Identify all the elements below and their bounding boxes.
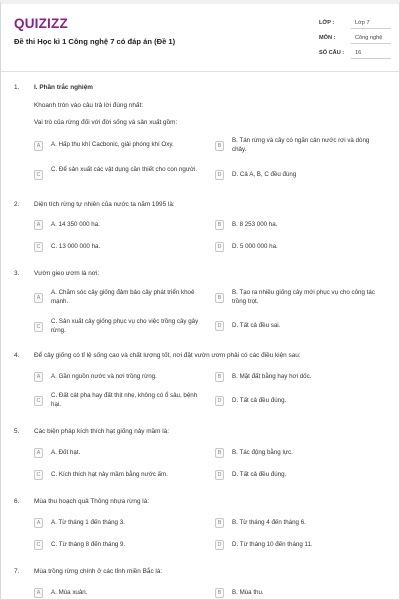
answer-option[interactable] <box>215 448 385 460</box>
answer-option[interactable] <box>34 540 204 552</box>
question-text: Mùa trồng rừng chính ở các tỉnh miền Bắc là: <box>34 568 163 575</box>
answer-option[interactable] <box>215 170 385 182</box>
option-text: C. Sản xuất cây giống phục vụ cho việc trồng cây gây rừng. <box>51 318 199 334</box>
option-letter-box: C <box>34 396 43 406</box>
option-letter-box: B <box>215 141 224 151</box>
answer-option[interactable] <box>215 220 385 232</box>
option-text: B. 8 253 000 ha. <box>232 221 278 228</box>
question-count-label: SỐ CÂU : <box>319 50 345 56</box>
option-text: D. Tất cả đều sai. <box>232 322 281 329</box>
option-letter-box: D <box>215 540 224 550</box>
answer-option[interactable] <box>215 289 385 307</box>
option-letter-box: B <box>215 518 224 528</box>
subject-value: Công nghệ <box>355 35 383 41</box>
option-letter-box: B <box>215 220 224 230</box>
answer-option[interactable] <box>34 392 204 410</box>
option-text: A. Hấp thu khí Cacbonic, giải phóng khí Oxy. <box>51 141 174 148</box>
question-text: Vai trò của rừng đối với đời sống và sản xuất gồm: <box>34 119 178 126</box>
answer-option[interactable] <box>34 220 204 232</box>
option-text: C. 13 000 000 ha. <box>51 243 101 250</box>
answer-option[interactable] <box>34 518 204 530</box>
answer-option[interactable] <box>34 470 204 482</box>
option-letter-box: D <box>215 242 224 252</box>
option-letter-box: C <box>34 540 43 550</box>
option-text: B. Tạo ra nhiều giống cây mới phục vụ cho công tác trồng trọt. <box>232 289 375 305</box>
answer-option[interactable] <box>215 242 385 254</box>
option-text: D. Từ tháng 10 đến tháng 11. <box>232 541 313 548</box>
option-letter-box: D <box>215 170 224 180</box>
question-text: Mùa thu hoạch quả Thông nhựa rừng là: <box>34 498 150 505</box>
class-label: LỚP : <box>319 20 335 26</box>
option-letter-box: A <box>34 141 43 151</box>
question-number: 2. <box>14 201 20 208</box>
answer-option[interactable] <box>215 372 385 384</box>
option-text: A. Mùa xuân. <box>51 589 88 596</box>
option-text: C. Đất cát pha hay đất thịt nhẹ, không có ổ sâu, bệnh hại. <box>51 392 198 408</box>
question-text: Diện tích rừng tự nhiên của nước ta năm 1995 là: <box>34 201 175 208</box>
option-letter-box: A <box>34 518 43 528</box>
answer-option[interactable] <box>215 137 385 155</box>
option-letter-box: D <box>215 321 224 331</box>
quiz-header <box>1 4 399 72</box>
option-text: A. Đốt hạt. <box>51 449 81 456</box>
answer-option[interactable] <box>215 396 385 408</box>
option-text: D. 5 000 000 ha. <box>232 243 278 250</box>
option-letter-box: C <box>34 242 43 252</box>
question-number: 4. <box>14 352 20 359</box>
question-number: 6. <box>14 498 20 505</box>
option-letter-box: B <box>215 293 224 303</box>
option-letter-box: A <box>34 588 43 598</box>
answer-option[interactable] <box>34 289 204 307</box>
option-letter-box: D <box>215 470 224 480</box>
answer-option[interactable] <box>215 540 385 552</box>
option-letter-box: C <box>34 170 43 180</box>
option-text: D. Tất cả đều đúng. <box>232 397 287 404</box>
class-value: Lớp 7 <box>355 20 370 26</box>
section-heading: I. Phần trắc nghiệm <box>34 84 93 91</box>
instruction-text: Khoanh tròn vào câu trả lời đúng nhất: <box>34 102 143 109</box>
option-text: B. Từ tháng 4 đến tháng 6. <box>232 519 306 526</box>
answer-option[interactable] <box>34 588 204 600</box>
question-number: 1. <box>14 84 20 91</box>
option-text: C. Kích thích hạt nảy mầm bằng nước ấm. <box>51 471 168 478</box>
option-text: A. Gần nguồn nước và nơi trồng rừng. <box>51 373 157 380</box>
answer-option[interactable] <box>34 448 204 460</box>
option-letter-box: A <box>34 448 43 458</box>
option-letter-box: A <box>34 372 43 382</box>
answer-option[interactable] <box>34 141 204 159</box>
option-letter-box: B <box>215 448 224 458</box>
option-text: B. Tán rừng và cây có ngăn cản nước rơi và dòng chảy. <box>232 137 370 153</box>
quizizz-logo: QUIZIZZ <box>14 16 68 31</box>
answer-option[interactable] <box>34 318 204 336</box>
question-number: 3. <box>14 270 20 277</box>
option-text: D. Tất cả đều đúng. <box>232 471 287 478</box>
question-count-underline <box>351 58 391 59</box>
class-underline <box>351 28 391 29</box>
option-letter-box: B <box>215 372 224 382</box>
option-text: B. Mặt đất bằng hay hơi dốc. <box>232 373 312 380</box>
option-text: A. Từ tháng 1 đến tháng 3. <box>51 519 125 526</box>
option-text: A. 14 350 000 ha. <box>51 221 100 228</box>
option-text: C. Để sản xuất các vật dụng cần thiết cho con người. <box>51 166 198 173</box>
question-number: 7. <box>14 568 20 575</box>
option-text: D. Cả A, B, C đều đúng <box>232 171 297 178</box>
answer-option[interactable] <box>215 470 385 482</box>
option-text: A. Chăm sóc cây giống đảm bảo cây phát triển khoẻ mạnh. <box>51 289 195 305</box>
answer-option[interactable] <box>34 166 204 184</box>
answer-option[interactable] <box>215 518 385 530</box>
option-text: B. Mùa thu. <box>232 589 264 596</box>
question-text: Để cây giống có tỉ lệ sống cao và chất lượng tốt, nơi đặt vườn ươm phải có các điều kiện sau: <box>34 352 301 359</box>
page-title: Đề thi Học kì 1 Công nghệ 7 có đáp án (Đề 1) <box>14 37 176 46</box>
option-text: B. Tác động bằng lực. <box>232 449 293 456</box>
option-text: C. Từ tháng 8 đến tháng 9. <box>51 541 126 548</box>
answer-option[interactable] <box>215 321 385 333</box>
subject-underline <box>351 43 391 44</box>
question-count-value: 16 <box>355 50 362 56</box>
option-letter-box: A <box>34 220 43 230</box>
option-letter-box: D <box>215 396 224 406</box>
option-letter-box: B <box>215 588 224 598</box>
answer-option[interactable] <box>34 242 204 254</box>
option-letter-box: C <box>34 470 43 480</box>
question-text: Các biện pháp kích thích hạt giống nảy mầm là: <box>34 428 169 435</box>
option-letter-box: C <box>34 322 43 332</box>
subject-label: MÔN : <box>319 35 336 41</box>
question-text: Vườn gieo ươm là nơi: <box>34 270 100 277</box>
question-number: 5. <box>14 428 20 435</box>
option-letter-box: A <box>34 293 43 303</box>
answer-option[interactable] <box>34 372 204 384</box>
answer-option[interactable] <box>215 588 385 600</box>
